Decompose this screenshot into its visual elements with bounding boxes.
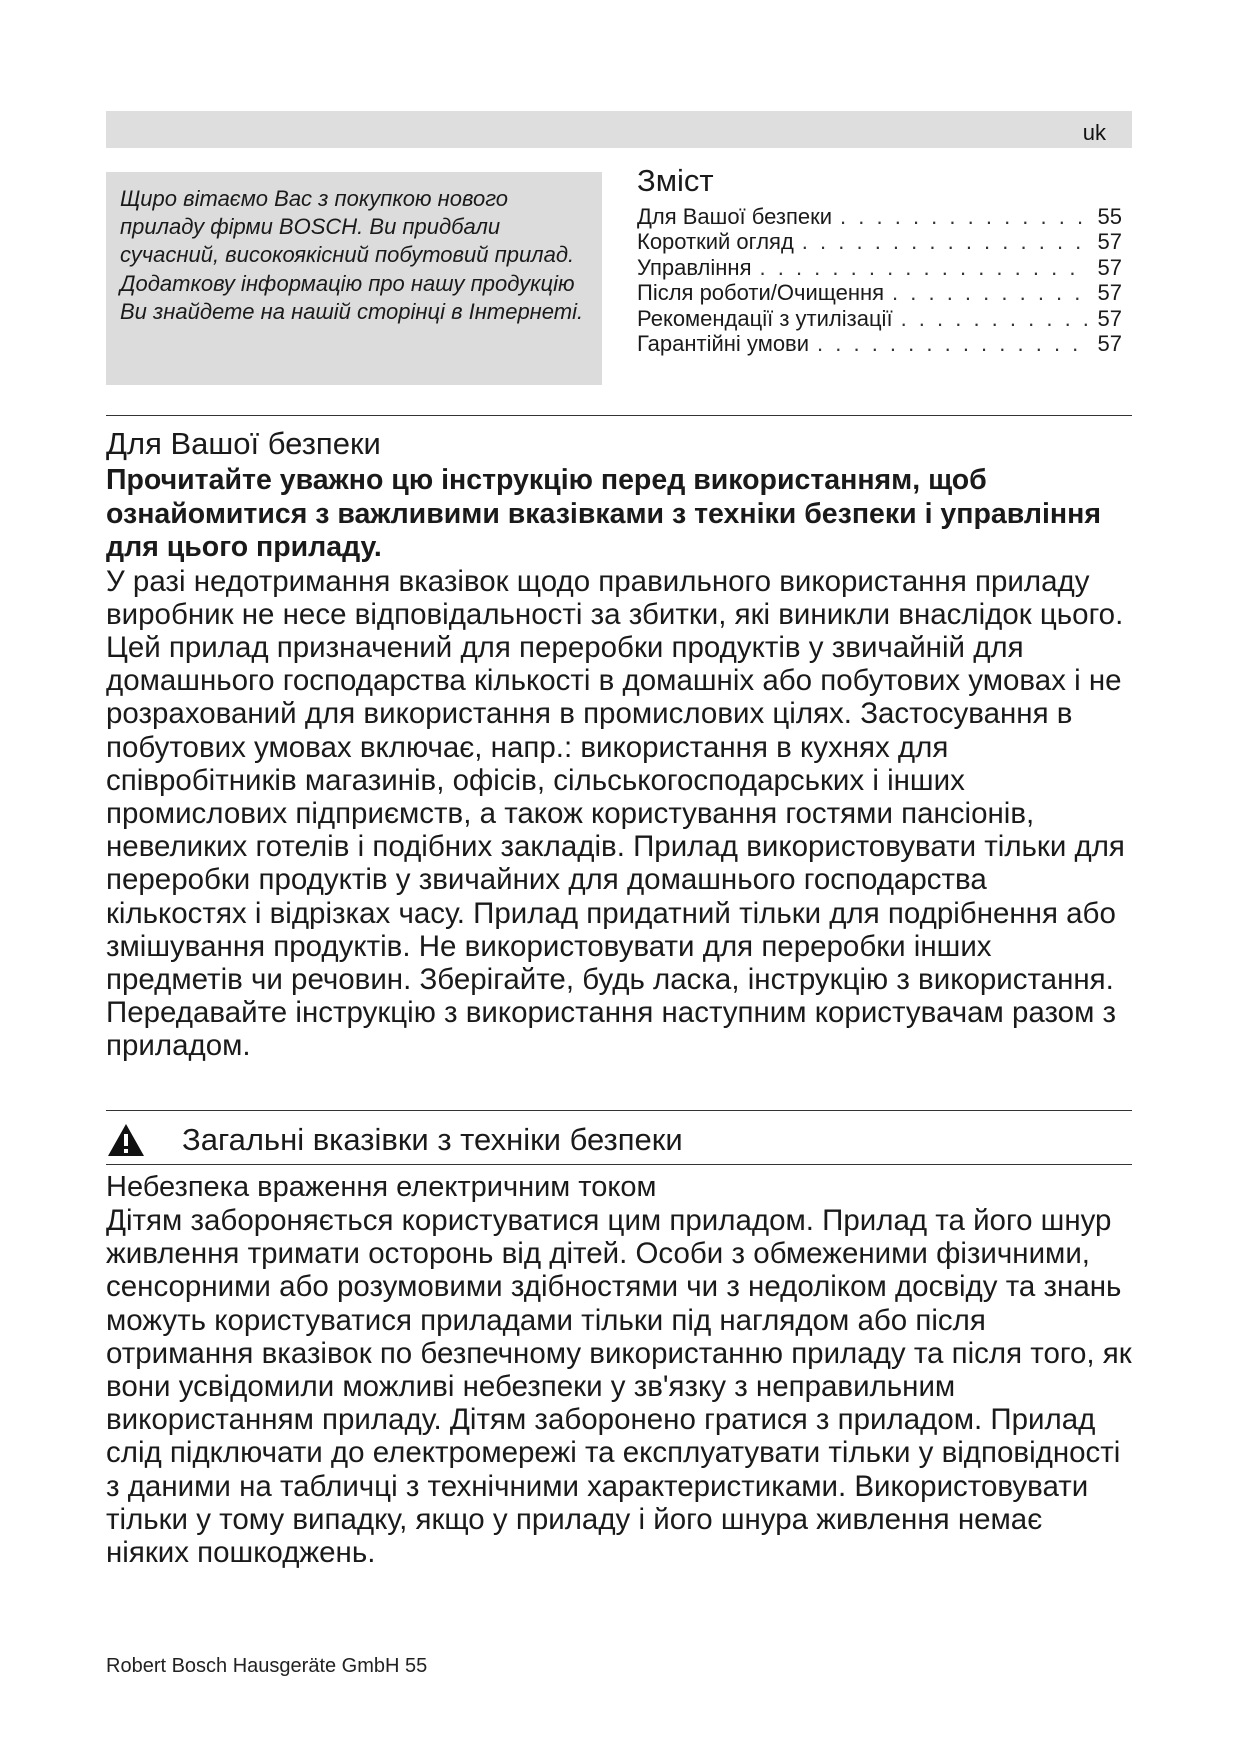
table-of-contents	[637, 162, 1122, 356]
toc-item-label: Короткий огляд	[637, 229, 794, 255]
safety-body: У разі недотримання вказівок щодо правильного використання приладу виробник не несе відповідальності за збитки, які виникли внаслідок цього. Цей прилад призначений для переробки продуктів у звичайній для домашнього господарства кількості в домашніх або побутових умовах і не розрахований для використання в промислових цілях. Застосування в побутових умовах включає, напр.: використання в кухнях для співробітників магазинів, офісів, сільськогосподарських і інших промислових підприємств, а також користування гостями пансіонів, невеликих готелів і подібних закладів. Прилад використовувати тільки для переробки продуктів у звичайних для домашнього господарства кількостях і відрізках часу. Прилад придатний тільки для подрібнення або змішування продуктів. Не використовувати для переробки інших предметів чи речовин. Зберігайте, будь ласка, інструкцію з використання. Передавайте інструкцію з використання наступним користувачам разом з приладом.	[106, 564, 1125, 1063]
toc-item-label: Для Вашої безпеки	[637, 204, 833, 229]
toc-leader	[817, 331, 1088, 356]
toc-item-page: 57	[1097, 280, 1122, 306]
toc-title: Зміст	[637, 163, 714, 198]
toc-leader	[802, 229, 1088, 254]
toc-item-page: 57	[1097, 331, 1122, 357]
page-footer: Robert Bosch Hausgeräte GmbH 55	[106, 1655, 428, 1677]
electric-shock-section	[106, 1170, 1132, 1569]
general-safety-title: Загальні вказівки з техніки безпеки	[182, 1122, 683, 1157]
toc-item[interactable]	[637, 306, 1122, 331]
safety-section	[106, 424, 1132, 1063]
section-divider	[106, 1164, 1132, 1165]
toc-item-page: 57	[1097, 254, 1122, 280]
toc-leader	[892, 280, 1088, 305]
welcome-box	[106, 172, 602, 385]
warning-icon	[106, 1122, 146, 1158]
language-code: uk	[1082, 120, 1106, 145]
toc-item-label: Рекомендації з утилізації	[637, 305, 893, 331]
toc-item[interactable]	[637, 229, 1122, 254]
electric-shock-title: Небезпека враження електричним током	[106, 1171, 657, 1203]
toc-item-page: 55	[1097, 204, 1122, 229]
welcome-text: Щиро вітаємо Вас з покупкою нового приладу фірми BOSCH. Ви придбали сучасний, високоякісний побутовий прилад. Додаткову інформацію про нашу продукцію Ви знайдете на нашій сторінці в Інтернеті.	[120, 186, 584, 324]
toc-item[interactable]	[637, 204, 1122, 229]
section-divider	[106, 415, 1132, 416]
general-safety-header	[106, 1117, 1132, 1163]
toc-leader	[840, 204, 1088, 229]
electric-shock-body: Дітям забороняється користуватися цим приладом. Прилад та його шнур живлення тримати осторонь від дітей. Особи з обмеженими фізичними, сенсорними або розумовими здібностями чи з недоліком досвіду та знань можуть користуватися приладами тільки під наглядом або після отримання вказівок по безпечному використанню приладу та після того, як вони усвідомили можливі небезпеки у зв'язку з неправильним використанням приладу. Дітям заборонено гратися з приладом. Прилад слід підключати до електромережі та експлуатувати тільки у відповідності з даними на табличці з технічними характеристиками. Використовувати тільки у тому випадку, якщо у приладу і його шнура живлення немає ніяких пошкоджень.	[106, 1204, 1132, 1570]
toc-item-label: Після роботи/Очищення	[637, 280, 885, 306]
toc-leader	[901, 306, 1088, 331]
toc-item[interactable]	[637, 280, 1122, 305]
toc-item[interactable]	[637, 331, 1122, 356]
toc-list	[637, 204, 1122, 356]
toc-leader	[760, 255, 1089, 280]
toc-item-label: Гарантійні умови	[637, 331, 810, 357]
toc-item-label: Управління	[637, 254, 752, 280]
toc-item[interactable]	[637, 255, 1122, 280]
section-divider	[106, 1110, 1132, 1111]
toc-item-page: 57	[1097, 305, 1122, 331]
toc-item-page: 57	[1097, 229, 1122, 255]
language-bar	[106, 111, 1132, 148]
safety-lead: Прочитайте уважно цю інструкцію перед використанням, щоб ознайомитися з важливими вказівками з техніки безпеки і управління для цього приладу.	[106, 464, 1101, 563]
safety-title: Для Вашої безпеки	[106, 426, 381, 461]
